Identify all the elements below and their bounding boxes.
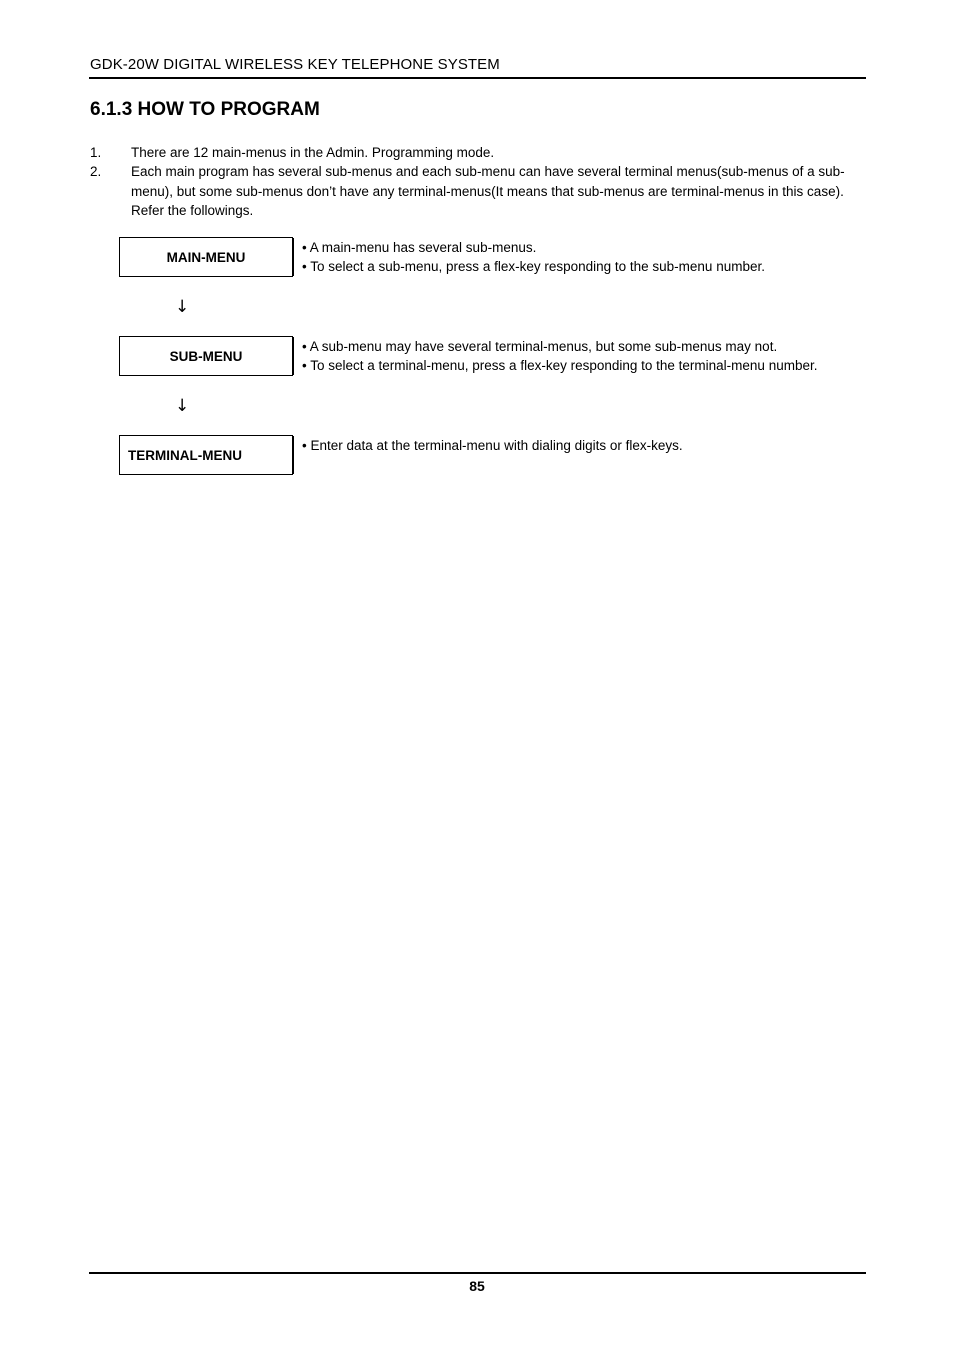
sub-menu-bullet: • A sub-menu may have several terminal-menus, but some sub-menus may not. xyxy=(302,339,778,354)
page-number: 85 xyxy=(469,1278,485,1294)
terminal-menu-bullet: • Enter data at the terminal-menu with dialing digits or flex-keys. xyxy=(302,438,683,453)
sub-menu-box xyxy=(119,336,293,376)
down-arrow-icon: ↓ xyxy=(175,297,190,317)
numbered-list xyxy=(90,143,866,220)
terminal-menu-description xyxy=(293,436,867,474)
section-title: 6.1.3 HOW TO PROGRAM xyxy=(90,99,320,120)
sub-menu-label: SUB-MENU xyxy=(169,348,243,364)
sub-menu-description xyxy=(293,337,867,375)
sub-menu-bullet: • To select a terminal-menu, press a flex-key responding to the terminal-menu number. xyxy=(302,358,818,374)
list-item xyxy=(90,143,866,162)
terminal-menu-label: TERMINAL-MENU xyxy=(128,447,242,463)
footer-rule xyxy=(89,1272,866,1274)
list-number: 1. xyxy=(90,145,102,160)
main-menu-label: MAIN-MENU xyxy=(166,249,246,265)
list-item xyxy=(90,162,866,220)
terminal-menu-box xyxy=(119,435,293,475)
page-header: GDK-20W DIGITAL WIRELESS KEY TELEPHONE SYSTEM xyxy=(90,56,500,73)
list-text: There are 12 main-menus in the Admin. Programming mode. xyxy=(131,145,495,160)
list-text: Each main program has several sub-menus and each sub-menu can have several terminal menus(sub-menus of a sub-menu), but some sub-menus don’t have any terminal-menus(It means that sub-menus are terminal-menus in this case). Refer the followings. xyxy=(131,164,845,218)
main-menu-description xyxy=(293,238,867,276)
main-menu-bullet: • A main-menu has several sub-menus. xyxy=(302,240,537,255)
main-menu-box xyxy=(119,237,293,277)
list-number: 2. xyxy=(90,164,102,180)
main-menu-bullet: • To select a sub-menu, press a flex-key responding to the sub-menu number. xyxy=(302,259,765,275)
down-arrow-icon: ↓ xyxy=(175,396,190,416)
header-rule xyxy=(89,77,866,79)
